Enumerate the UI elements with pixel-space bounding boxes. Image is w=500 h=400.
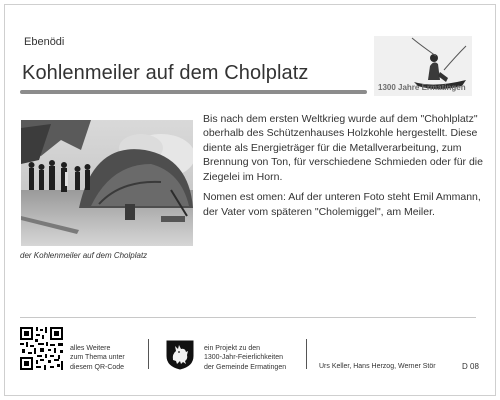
- qr-code-graphic: [20, 327, 63, 370]
- footer-separator-1: [148, 339, 149, 369]
- anniversary-logo: [374, 36, 472, 96]
- project-note: [204, 344, 286, 372]
- qr-hint-line-1: alles Weitere: [70, 345, 111, 352]
- article-paragraph-2: Nomen est omen: Auf der unteren Foto steht Emil Ammann, der Vater vom späteren "Cholemiggel", am Meiler.: [203, 191, 481, 218]
- photo-caption: der Kohlenmeiler auf dem Cholplatz: [20, 251, 148, 260]
- qr-hint-line-2: zum Thema unter: [70, 354, 125, 362]
- location-kicker: Ebenödi: [24, 36, 65, 48]
- footer-separator-2: [306, 339, 307, 369]
- charcoal-kiln-photo: [21, 120, 193, 246]
- qr-code-icon[interactable]: [20, 327, 63, 370]
- logo-caption: 1300 Jahre Ermatingen: [378, 83, 466, 92]
- ermatingen-crest-icon: [166, 340, 194, 370]
- qr-hint-line-3: diesem QR-Code: [70, 363, 125, 371]
- project-line-2: 1300-Jahr-Feierlichkeiten: [204, 354, 283, 362]
- article-body: [203, 112, 485, 225]
- authors-credit: Urs Keller, Hans Herzog, Werner Stör: [319, 363, 436, 370]
- qr-hint-text: [70, 344, 125, 372]
- project-line-3: der Gemeinde Ermatingen: [204, 363, 287, 371]
- project-line-1: ein Projekt zu den: [204, 345, 261, 352]
- title-underline: [20, 90, 367, 94]
- panel-code: D 08: [462, 362, 479, 371]
- page-title: Kohlenmeiler auf dem Cholplatz: [22, 62, 309, 84]
- photo-image: [21, 120, 193, 246]
- article-paragraph-1: Bis nach dem ersten Weltkrieg wurde auf dem "Chohlplatz" oberhalb des Schützenhauses Holzkohle hergestellt. Diese diente als Energieträger für die Metallverarbeitung, zum Brennung von Ton, für verschiedene Schmieden oder für die Ziegelei im Horn.: [203, 113, 483, 183]
- footer-divider: [20, 317, 476, 318]
- crest-graphic: [166, 340, 194, 370]
